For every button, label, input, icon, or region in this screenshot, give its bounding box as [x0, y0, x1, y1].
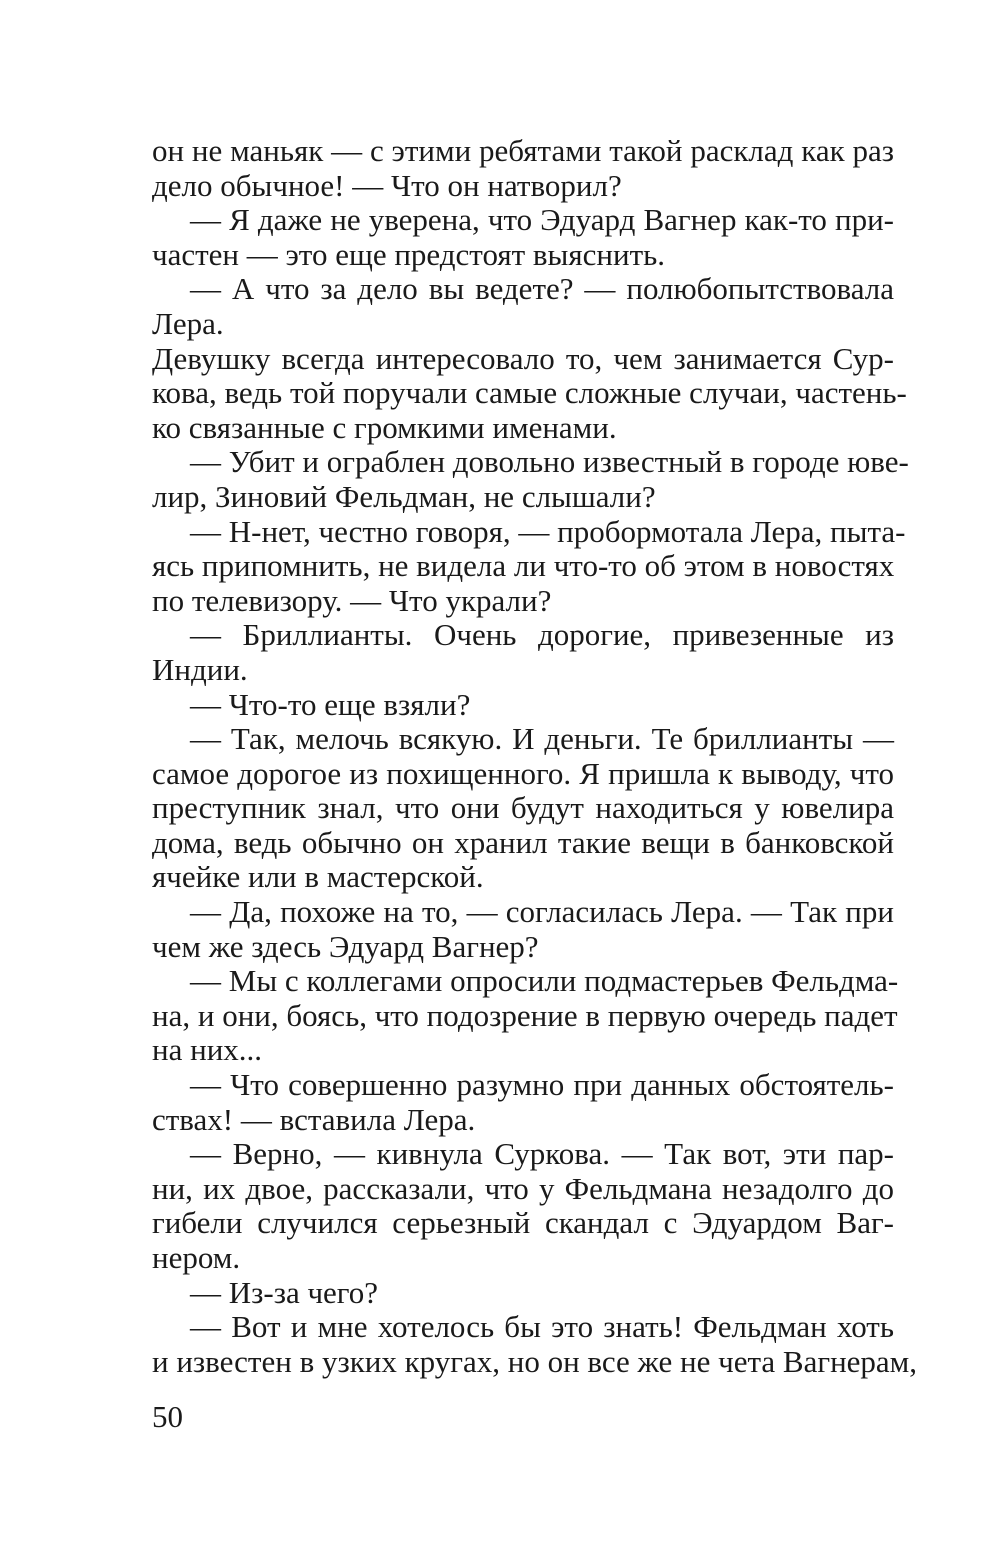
- text-line: — Вот и мне хотелось бы это знать! Фельдман хоть: [190, 1309, 894, 1345]
- text-line: — Что совершенно разумно при данных обстоятель-: [190, 1067, 894, 1103]
- text-line: кова, ведь той поручали самые сложные случаи, частень-: [152, 375, 907, 411]
- text-line: частен — это еще предстоят выяснить.: [152, 236, 666, 272]
- text-line: — Что-то еще взяли?: [190, 686, 471, 722]
- text-line: — А что за дело вы ведете? — полюбопытствовала: [190, 271, 894, 307]
- text-line: ко связанные с громкими именами.: [152, 409, 617, 445]
- text-line: Индии.: [152, 651, 248, 687]
- text-line: самое дорогое из похищенного. Я пришла к выводу, что: [152, 755, 894, 791]
- text-line: Девушку всегда интересовало то, чем занимается Сур-: [152, 340, 894, 376]
- text-line: — Из-за чего?: [190, 1274, 379, 1310]
- text-line: на них...: [152, 1032, 263, 1068]
- text-line: — Верно, — кивнула Суркова. — Так вот, эти пар-: [190, 1136, 894, 1172]
- text-line: лир, Зиновий Фельдман, не слышали?: [152, 478, 656, 514]
- text-line: он не маньяк — с этими ребятами такой расклад как раз: [152, 133, 894, 168]
- text-line: нером.: [152, 1240, 241, 1275]
- text-line: ясь припомнить, не видела ли что-то об этом в новостях: [152, 548, 895, 584]
- text-line: — Н-нет, честно говоря, — пробормотала Лера, пыта-: [190, 513, 906, 549]
- text-line: — Так, мелочь всякую. И деньги. Те бриллианты —: [190, 721, 894, 757]
- text-line: ни, их двое, рассказали, что у Фельдмана незадолго до: [152, 1170, 894, 1206]
- text-line: и известен в узких кругах, но он все же не чета Вагнерам,: [152, 1343, 918, 1379]
- body-text: [152, 133, 918, 1379]
- text-line: — Мы с коллегами опросили подмастерьев Фельдма-: [190, 963, 899, 999]
- text-line: Лера.: [152, 305, 224, 341]
- page-number: 50: [152, 1399, 183, 1434]
- text-line: чем же здесь Эдуард Вагнер?: [152, 928, 539, 964]
- text-line: ствах! — вставила Лера.: [152, 1101, 476, 1137]
- text-line: — Убит и ограблен довольно известный в городе юве-: [190, 444, 909, 480]
- text-line: дело обычное! — Что он натворил?: [152, 167, 622, 203]
- text-line: на, и они, боясь, что подозрение в первую очередь падет: [152, 997, 898, 1033]
- text-line: преступник знал, что они будут находиться у ювелира: [152, 790, 894, 826]
- text-line: — Да, похоже на то, — согласилась Лера. — Так при: [190, 894, 894, 930]
- text-line: гибели случился серьезный скандал с Эдуардом Ваг-: [152, 1205, 894, 1241]
- text-line: — Я даже не уверена, что Эдуард Вагнер как-то при-: [190, 202, 894, 238]
- text-line: дома, ведь обычно он хранил такие вещи в банковской: [152, 824, 894, 860]
- text-line: — Бриллианты. Очень дорогие, привезенные из: [190, 617, 894, 653]
- text-line: по телевизору. — Что украли?: [152, 582, 552, 618]
- text-line: ячейке или в мастерской.: [152, 859, 484, 895]
